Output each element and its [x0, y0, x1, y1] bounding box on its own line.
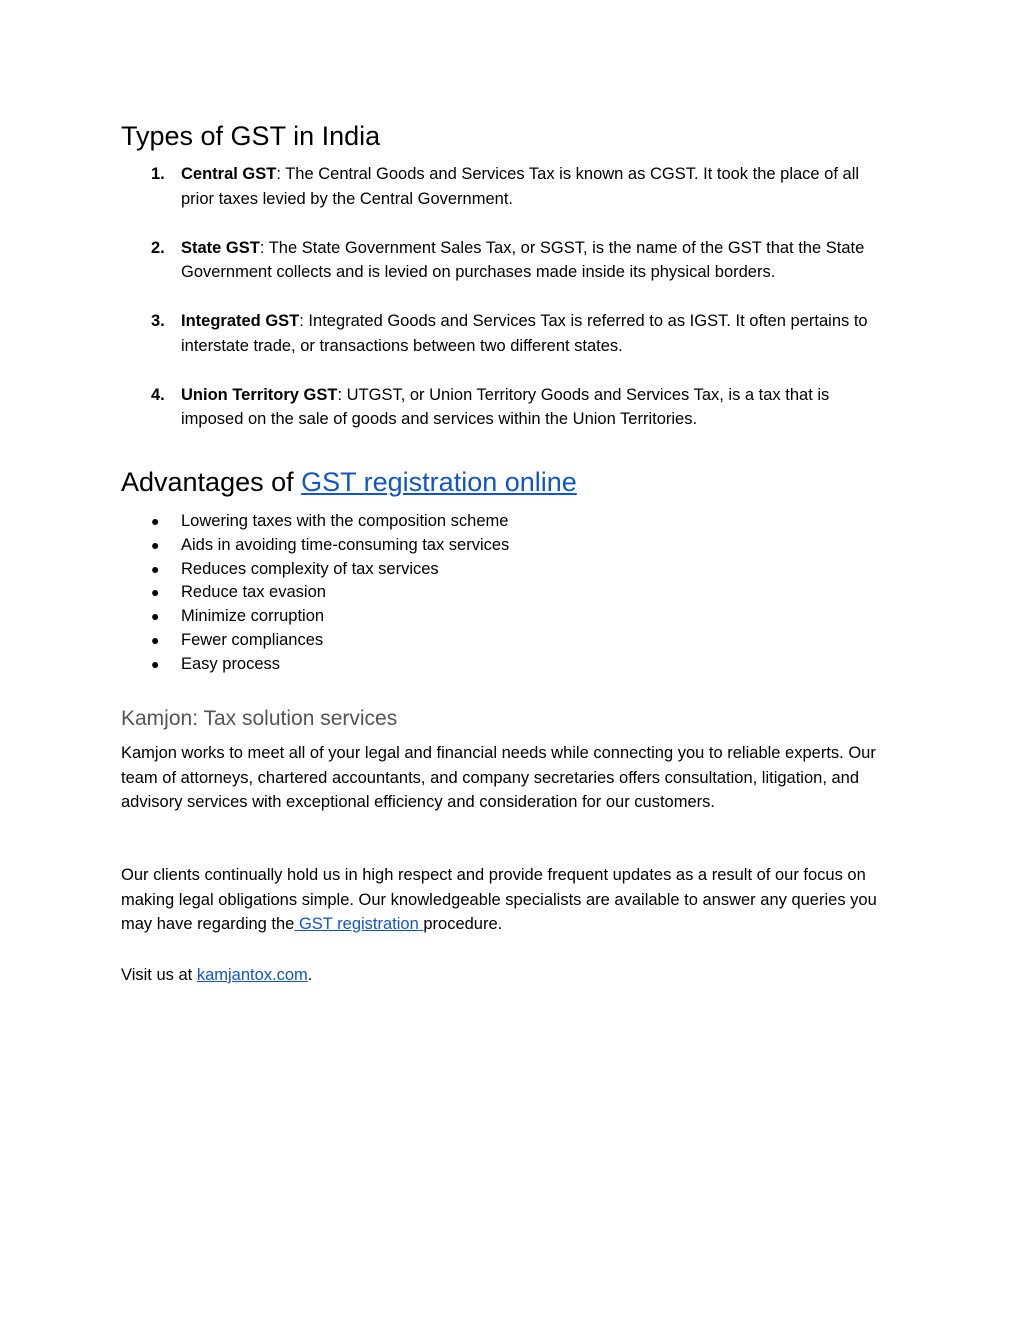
list-item — [121, 581, 509, 605]
bullet-icon: ● — [151, 584, 160, 601]
website-link[interactable]: kamjantox.com — [196, 966, 308, 984]
list-text: : The Central Goods and Services Tax is known as CGST. It took the place of all prior taxes levied by the Central Government. — [181, 165, 860, 208]
list-item-label: Lowering taxes with the composition scheme — [181, 512, 509, 530]
list-item-label: Minimize corruption — [181, 607, 325, 626]
bullet-icon: ● — [151, 631, 160, 648]
clients-paragraph-text: Our clients continually hold us in high respect and provide frequent updates as a result of our focus on making legal obligations simple. Our knowledgeable specialists are available to answer any queries you may have regarding the — [121, 866, 877, 933]
gst-registration-link[interactable]: GST registration — [294, 915, 424, 933]
list-item — [121, 309, 891, 358]
bullet-icon: ● — [151, 536, 160, 553]
list-number: 3. — [151, 312, 165, 330]
advantages-heading-prefix: Advantages of — [121, 467, 302, 497]
list-item — [121, 558, 509, 582]
advantages-heading — [121, 466, 577, 498]
types-list — [121, 162, 891, 456]
list-item — [121, 510, 509, 534]
intro-paragraph: Kamjon works to meet all of your legal and financial needs while connecting you to reliable experts. Our team of attorneys, chartered accountants, and company secretaries offers consultation, litigation, and advisory services with exceptional efficiency and consideration for our customers. — [121, 744, 876, 811]
bullet-icon: ● — [151, 655, 160, 672]
list-text: : Integrated Goods and Services Tax is referred to as IGST. It often pertains to interstate trade, or transactions between two different states. — [181, 312, 868, 355]
list-term: Integrated GST — [181, 312, 300, 330]
types-heading: Types of GST in India — [121, 121, 381, 151]
list-number: 2. — [151, 238, 165, 257]
visit-paragraph — [121, 963, 901, 988]
clients-paragraph — [121, 863, 901, 937]
list-item-label: Fewer compliances — [181, 630, 324, 649]
list-item — [121, 162, 891, 211]
list-item — [121, 383, 891, 432]
clients-paragraph-end: procedure. — [423, 915, 503, 933]
gst-registration-online-link[interactable]: GST registration online — [301, 467, 577, 497]
list-number: 4. — [151, 385, 165, 404]
list-item — [121, 534, 509, 558]
bullet-icon: ● — [151, 608, 160, 625]
list-item — [121, 236, 891, 285]
list-number: 1. — [151, 165, 165, 183]
list-term: Union Territory GST — [181, 385, 338, 404]
list-term: Central GST — [181, 165, 277, 183]
list-text: : The State Government Sales Tax, or SGST, is the name of the GST that the State Government collects and is levied on purchases made inside its physical borders. — [181, 238, 865, 281]
bullet-icon: ● — [151, 513, 160, 529]
bullet-icon: ● — [151, 560, 160, 577]
list-item — [121, 629, 509, 653]
list-item — [121, 653, 509, 677]
visit-text: Visit us at — [121, 966, 197, 984]
list-item — [121, 605, 509, 629]
list-item-label: Aids in avoiding time-consuming tax services — [181, 535, 510, 554]
list-item-label: Reduces complexity of tax services — [181, 559, 439, 578]
list-item-label: Reduce tax evasion — [181, 583, 326, 602]
list-text: : UTGST, or Union Territory Goods and Services Tax, is a tax that is imposed on the sale of goods and services within the Union Territories. — [181, 385, 830, 428]
advantages-list — [121, 510, 509, 677]
kamjon-heading: Kamjon: Tax solution services — [121, 707, 398, 730]
visit-period: . — [307, 966, 313, 984]
list-term: State GST — [181, 238, 260, 257]
list-item-label: Easy process — [181, 654, 281, 673]
